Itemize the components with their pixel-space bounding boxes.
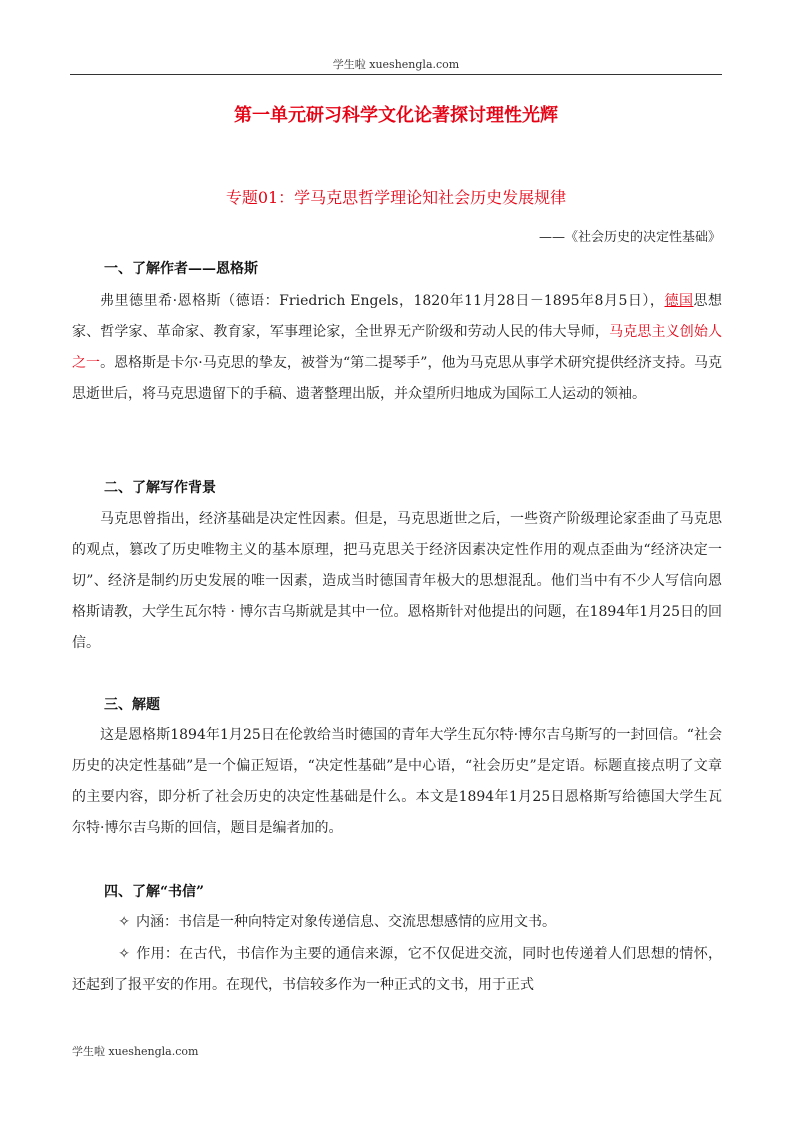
author-text-a: 弗里德里希·恩格斯（德语：Friedrich Engels，1820年11月28日－1895年8月5日）， xyxy=(100,293,665,309)
letter-definition-item xyxy=(72,907,722,938)
page-header: 学生啦 xueshengla.com xyxy=(332,58,460,71)
diamond-bullet-icon: ✧ xyxy=(118,946,130,962)
sub-title: 专题01：学马克思哲学理论知社会历史发展规律 xyxy=(225,188,567,207)
author-paragraph xyxy=(72,286,722,410)
letter-definition-text: 内涵：书信是一种向特定对象传递信息、交流思想感情的应用文书。 xyxy=(136,914,556,930)
founder-highlight: 马克思主义创始人之一 xyxy=(72,324,723,371)
section-heading-author: 一、了解作者——恩格斯 xyxy=(104,261,258,277)
section-heading-background: 二、了解写作背景 xyxy=(104,480,216,496)
author-text-b: 思想家、哲学家、革命家、教育家，军事理论家，全世界无产阶级和劳动人民的伟大导师， xyxy=(72,293,723,340)
section-heading-letters: 四、了解“书信” xyxy=(104,884,205,900)
article-source: ——《社会历史的决定性基础》 xyxy=(538,230,721,245)
author-text-c: 。恩格斯是卡尔·马克思的挚友，被誉为“第二提琴手”，他为马克思从事学术研究提供经济支持。马克思逝世后，将马克思遗留下的手稿、遗著整理出版，并众望所归地成为国际工人运动的领袖。 xyxy=(72,355,723,402)
page-footer: 学生啦 xueshengla.com xyxy=(72,1045,199,1058)
germany-link[interactable]: 德国 xyxy=(664,293,694,309)
background-paragraph: 马克思曾指出，经济基础是决定性因素。但是，马克思逝世之后，一些资产阶级理论家歪曲了马克思的观点，篡改了历史唯物主义的基本原理，把马克思关于经济因素决定性作用的观点歪曲为“经济决定一切”、经济是制约历史发展的唯一因素，造成当时德国青年极大的思想混乱。他们当中有不少人写信向恩格斯请教，大学生瓦尔特 · 博尔吉乌斯就是其中一位。恩格斯针对他提出的问题，在1894年1月25日的回信。 xyxy=(72,511,722,651)
title-explain-paragraph: 这是恩格斯1894年1月25日在伦敦给当时德国的青年大学生瓦尔特·博尔吉乌斯写的一封回信。“社会历史的决定性基础”是一个偏正短语，“决定性基础”是中心语，“社会历史”是定语。标题直接点明了文章的主要内容，即分析了社会历史的决定性基础是什么。本文是1894年1月25日恩格斯写给德国大学生瓦尔特·博尔吉乌斯的回信，题目是编者加的。 xyxy=(72,727,722,836)
section-heading-title-explain: 三、解题 xyxy=(104,697,160,713)
letter-function-text: 作用：在古代，书信作为主要的通信来源，它不仅促进交流，同时也传递着人们思想的情怀，还起到了报平安的作用。在现代，书信较多作为一种正式的文书，用于正式 xyxy=(72,946,722,993)
main-title: 第一单元研习科学文化论著探讨理性光辉 xyxy=(234,105,558,126)
header-rule xyxy=(70,74,722,75)
diamond-bullet-icon: ✧ xyxy=(118,914,130,930)
letter-function-item xyxy=(72,939,722,1001)
